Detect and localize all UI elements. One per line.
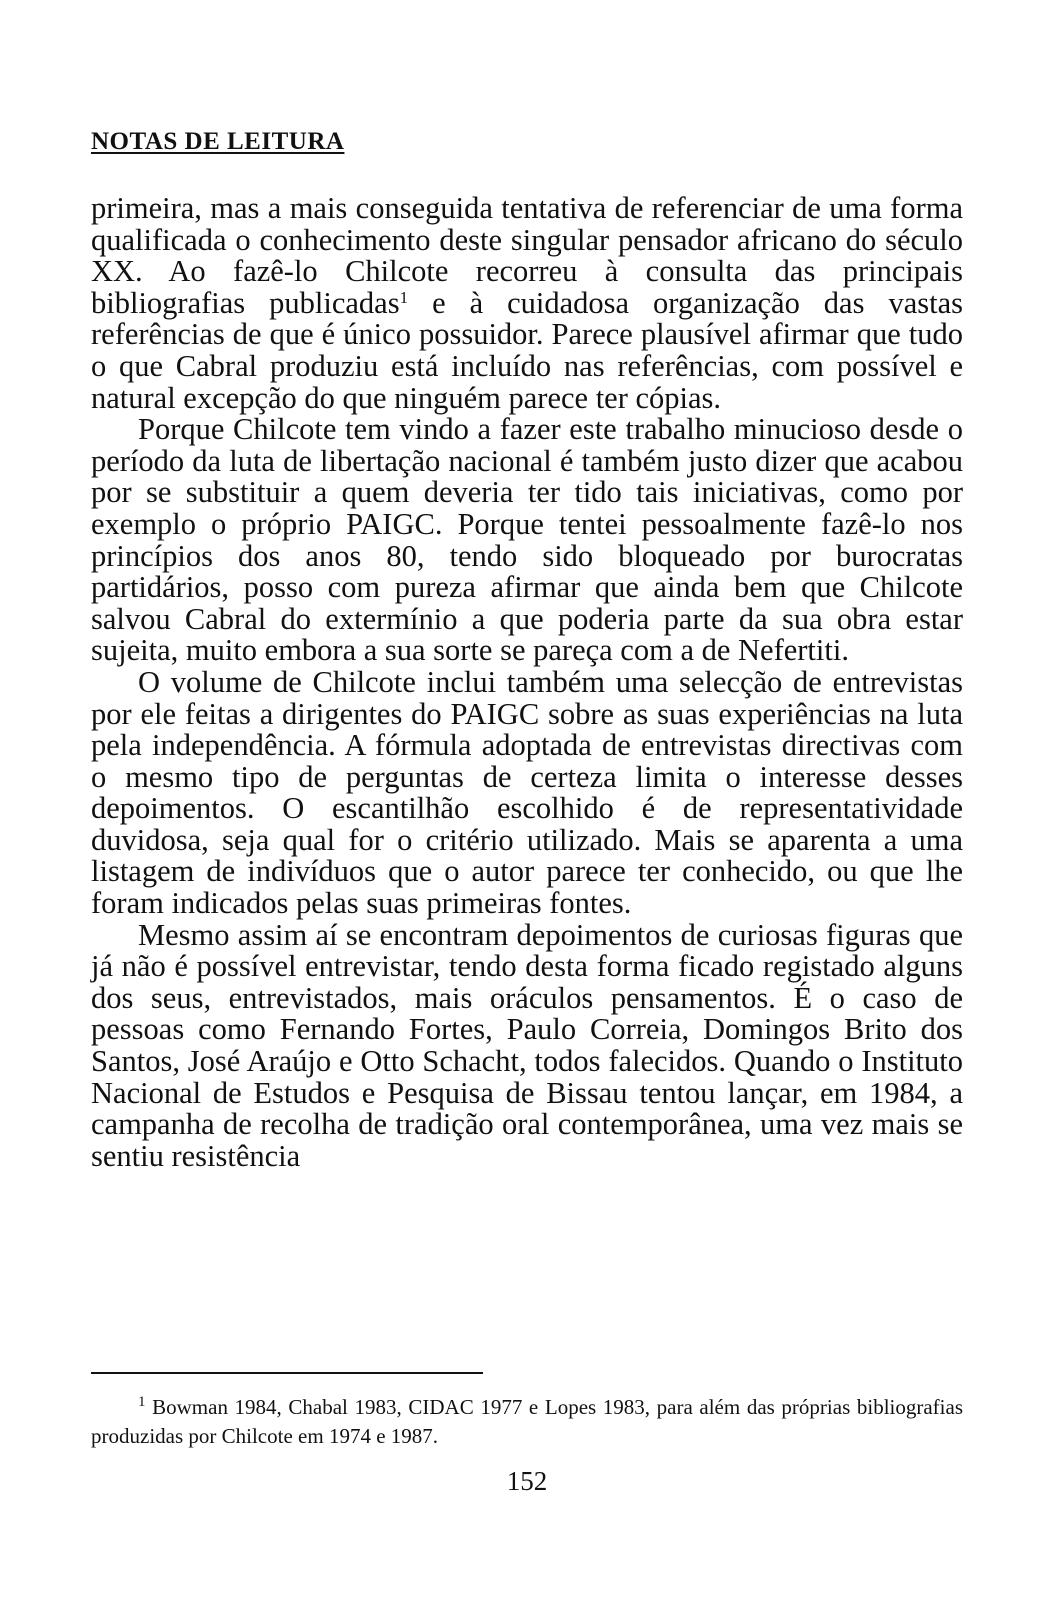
- paragraph-1-text-after-note: e à cuidadosa organização das vastas referências de que é único possuidor. Parece plausível afirmar que tudo o que Cabral produziu está incluído nas referências, com possível e natural excepção do que ninguém parece ter cópias.: [91, 285, 963, 415]
- paragraph-2: Porque Chilcote tem vindo a fazer este trabalho minucioso desde o período da luta de libertação nacional é também justo dizer que acabou por se substituir a quem deveria ter tido tais iniciativas, como por exemplo o próprio PAIGC. Porque tentei pessoalmente fazê-lo nos princípios dos anos 80, tendo sido bloqueado por burocratas partidários, posso com pureza afirmar que ainda bem que Chilcote salvou Cabral do extermínio a que poderia parte da sua obra estar sujeita, muito embora a sua sorte se pareça com a de Nefertiti.: [91, 412, 963, 668]
- paragraph-1: [91, 193, 963, 414]
- footnote-text: Bowman 1984, Chabal 1983, CIDAC 1977 e Lopes 1983, para além das próprias bibliografias produzidas por Chilcote em 1974 e 1987.: [91, 1395, 963, 1448]
- page-number: 152: [506, 1466, 548, 1496]
- paragraph-3: O volume de Chilcote inclui também uma selecção de entrevistas por ele feitas a dirigentes do PAIGC sobre as suas experiências na luta pela independência. A fórmula adoptada de entrevistas directivas com o mesmo tipo de perguntas de certeza limita o interesse desses depoimentos. O escantilhão escolhido é de representatividade duvidosa, seja qual for o critério utilizado. Mais se aparenta a uma listagem de indivíduos que o autor parece ter conhecido, ou que lhe foram indicados pelas suas primeiras fontes.: [91, 664, 963, 921]
- book-page: [91, 0, 963, 1600]
- running-head: NOTAS DE LEITURA: [91, 128, 345, 155]
- paragraph-1-text-before-note: primeira, mas a mais conseguida tentativa de referenciar de uma forma qualificada o conhecimento deste singular pensador africano do século XX. Ao fazê-lo Chilcote recorreu à consulta das principais bibliografias publicadas: [91, 191, 963, 320]
- paragraph-4: Mesmo assim aí se encontram depoimentos de curiosas figuras que já não é possível entrevistar, tendo desta forma ficado registado alguns dos seus, entrevistados, mais oráculos pensamentos. É o caso de pessoas como Fernando Fortes, Paulo Correia, Domingos Brito dos Santos, José Araújo e Otto Schacht, todos falecidos. Quando o Instituto Nacional de Estudos e Pesquisa de Bissau tentou lançar, em 1984, a campanha de recolha de tradição oral contemporânea, uma vez mais se sentiu resistência: [91, 917, 963, 1173]
- footnote-marker: 1: [138, 1394, 146, 1410]
- footnote: [91, 1393, 963, 1451]
- footnote-reference-marker: 1: [399, 287, 409, 307]
- footnote-separator: [91, 1372, 483, 1374]
- body-text: [91, 193, 963, 1172]
